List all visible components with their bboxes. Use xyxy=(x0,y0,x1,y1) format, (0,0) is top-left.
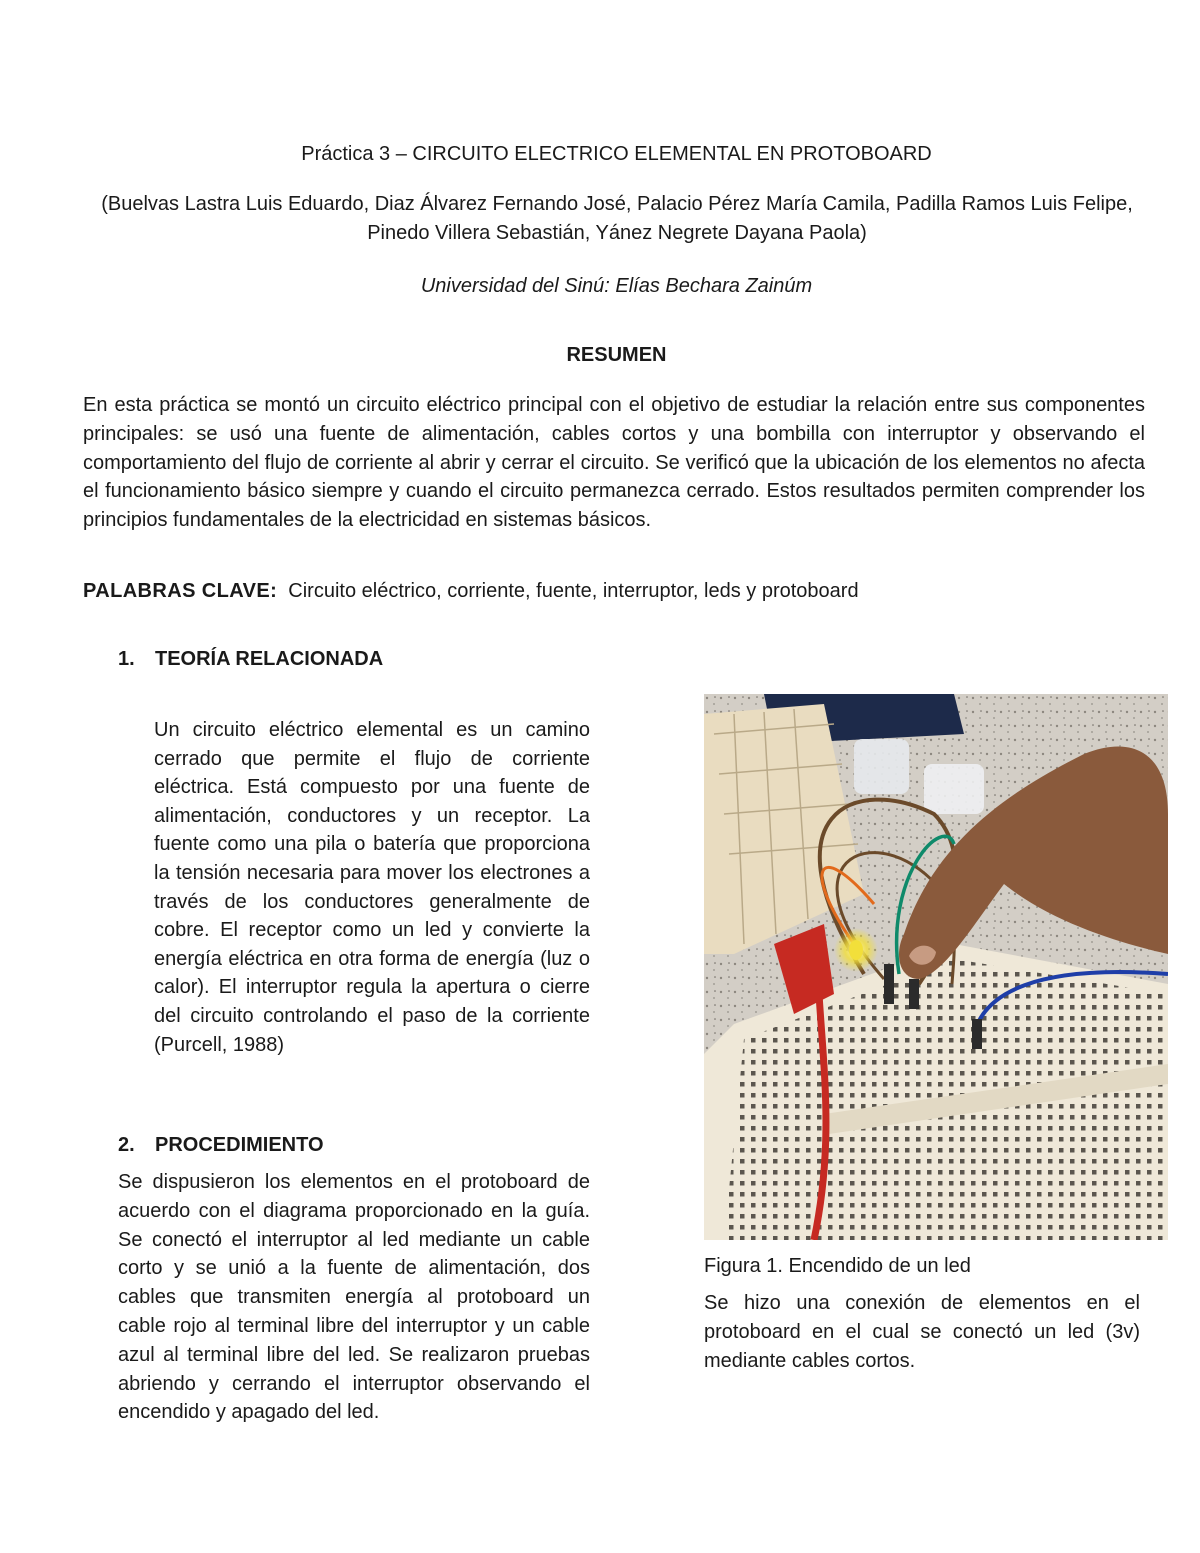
section-heading-procedure xyxy=(118,1131,324,1159)
plastic-component xyxy=(854,739,909,794)
figure-caption: Figura 1. Encendido de un led xyxy=(704,1255,971,1277)
plastic-component xyxy=(924,764,984,814)
section-number: 1. xyxy=(118,648,135,670)
keywords-text: Circuito eléctrico, corriente, fuente, interruptor, leds y protoboard xyxy=(288,580,859,602)
keywords-line xyxy=(83,577,1145,605)
figure-photo-breadboard xyxy=(704,694,1168,1240)
section-title: PROCEDIMIENTO xyxy=(155,1134,324,1156)
abstract-heading: RESUMEN xyxy=(566,344,667,366)
abstract-text: En esta práctica se montó un circuito eléctrico principal con el objetivo de estudiar la relación entre sus componentes principales: se usó una fuente de alimentación, cables cortos y una bombilla con interruptor y observando el comportamiento del flujo de corriente al abrir y cerrar el circuito. Se verificó que la ubicación de los elementos no afecta el funcionamiento básico siempre y cuando el circuito permanezca cerrado. Estos resultados permiten comprender los principios fundamentales de la electricidad en sistemas básicos. xyxy=(83,394,1145,532)
jumper-pin xyxy=(884,964,894,1004)
section-number: 2. xyxy=(118,1134,135,1156)
author-list: (Buelvas Lastra Luis Eduardo, Diaz Álvarez Fernando José, Palacio Pérez María Camila, Padilla Ramos Luis Felipe, Pinedo Villera Sebastián, Yánez Negrete Dayana Paola) xyxy=(101,193,1133,244)
section-heading-theory xyxy=(118,645,383,673)
jumper-pin xyxy=(909,979,919,1009)
document-title: Práctica 3 – CIRCUITO ELECTRICO ELEMENTAL EN PROTOBOARD xyxy=(301,143,932,165)
jumper-pin xyxy=(972,1019,982,1049)
keywords-label: PALABRAS CLAVE: xyxy=(83,580,278,602)
figure-description: Se hizo una conexión de elementos en el protoboard en el cual se conectó un led (3v) mediante cables cortos. xyxy=(704,1292,1140,1372)
led xyxy=(849,940,863,960)
affiliation: Universidad del Sinú: Elías Bechara Zainúm xyxy=(420,275,813,297)
section-text-theory: Un circuito eléctrico elemental es un camino cerrado que permite el flujo de corriente eléctrica. Está compuesto por una fuente de alimentación, conductores y un receptor. La fuente como una pila o batería que proporciona la tensión necesaria para mover los electrones a través de los conductores generalmente de cobre. El receptor como un led y convierte la energía eléctrica en otra forma de energía (luz o calor). El interruptor regula la apertura o cierre del circuito controlando el paso de la corriente (Purcell, 1988) xyxy=(154,719,590,1056)
section-title: TEORÍA RELACIONADA xyxy=(155,648,384,670)
section-text-procedure: Se dispusieron los elementos en el protoboard de acuerdo con el diagrama proporcionado en la guía. Se conectó el interruptor al led mediante un cable corto y se unió a la fuente de alimentación, dos cables que transmiten energía al protoboard un cable rojo al terminal libre del interruptor y un cable azul al terminal libre del led. Se realizaron pruebas abriendo y cerrando el interruptor observando el encendido y apagado del led. xyxy=(118,1171,590,1424)
